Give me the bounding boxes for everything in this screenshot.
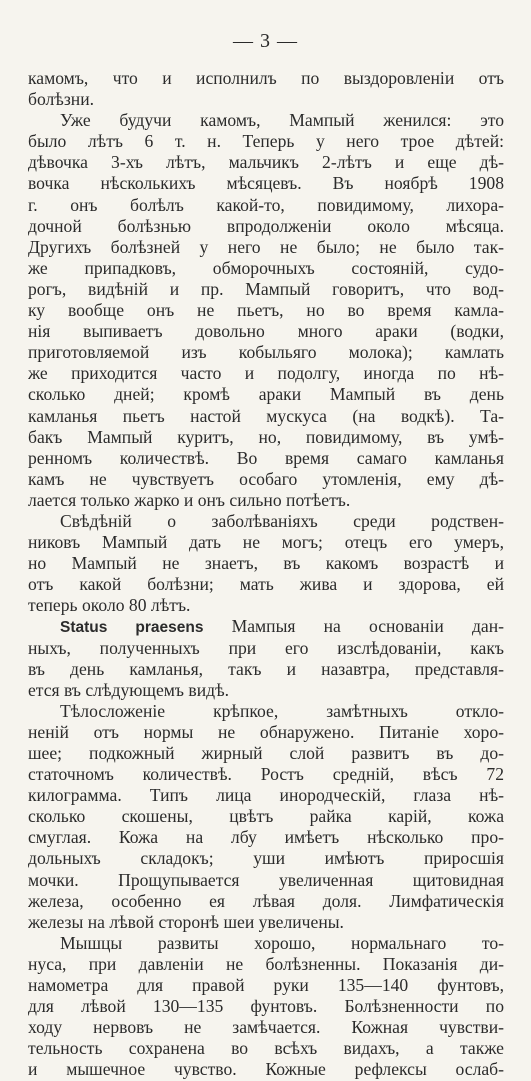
text-line: бакъ Мампый куритъ, но, повидимому, въ умѣ- <box>28 426 504 447</box>
text-line: Уже будучи камомъ, Мампый женился: это <box>60 110 504 131</box>
body-text <box>28 68 504 1081</box>
text-line: шее; подкожный жирный слой развитъ въ до- <box>28 743 504 763</box>
text-line: мочки. Прощупывается увеличенная щитовидная <box>28 869 504 890</box>
text-fragment: Мампыя на основаніи дан- <box>203 616 504 637</box>
page-number: — 3 — <box>233 30 298 52</box>
text-line: Мышцы развиты хорошо, нормальнаго то- <box>60 932 504 953</box>
text-line: г. онъ болѣлъ какой-то, повидимому, лихора- <box>28 194 504 215</box>
text-line: но Мампый не знаетъ, въ какомъ возрастѣ и <box>28 553 504 574</box>
text-line: дольныхъ складокъ; уши имѣютъ приросшія <box>28 848 504 869</box>
text-line: железы на лѣвой сторонѣ шеи увеличены. <box>28 911 344 932</box>
text-line: статочномъ количествѣ. Ростъ средній, вѣсъ 72 <box>28 764 504 785</box>
text-line: рогъ, видѣній и пр. Мампый говоритъ, что вод- <box>28 278 504 299</box>
text-line: сколько дней; кромѣ араки Мампый въ день <box>28 384 504 405</box>
text-line: же припадковъ, обморочныхъ состояній, судо- <box>28 257 504 278</box>
text-line: ходу нервовъ не замѣчается. Кожная чувстви- <box>28 1017 504 1038</box>
text-line: Свѣдѣній о заболѣваніяхъ среди родствен- <box>60 510 504 531</box>
text-line: дочной болѣзнью впродолженіи около мѣсяца. <box>28 215 504 236</box>
text-line: железа, особенно ея лѣвая доля. Лимфатическія <box>28 890 504 911</box>
text-line <box>28 616 504 637</box>
text-line: ется въ слѣдующемъ видѣ. <box>28 679 230 700</box>
text-line: приготовляемой изъ кобыльяго молока); камлать <box>28 342 504 363</box>
text-line: болѣзни. <box>28 89 95 110</box>
text-line: и мышечное чувство. Кожные рефлексы ослаб- <box>28 1059 504 1080</box>
text-line: для лѣвой 130—135 фунтовъ. Болѣзненности по <box>28 996 504 1017</box>
text-line: теперь около 80 лѣтъ. <box>28 595 191 616</box>
text-line: ку вообще онъ не пьетъ, но во время камла- <box>28 300 504 321</box>
text-line: неній отъ нормы не обнаружено. Питаніе хоро- <box>28 721 504 742</box>
text-line: нія выпиваетъ довольно много араки (водки, <box>28 321 504 342</box>
text-line: въ день камланья, такъ и назавтра, представля- <box>28 658 504 679</box>
text-line: нуса, при давленіи не болѣзненны. Показанія ди- <box>28 953 504 974</box>
text-line: килограмма. Типъ лица инородческій, глаза нѣ- <box>28 785 504 806</box>
text-line: сколько скошены, цвѣтъ райка карій, кожа <box>28 806 504 827</box>
text-line: вочка нѣсколькихъ мѣсяцевъ. Въ ноябрѣ 1908 <box>28 173 504 194</box>
text-line: лается только жарко и онъ сильно потѣетъ. <box>28 489 351 510</box>
text-line: камъ не чувствуетъ особаго утомленія, ему дѣ- <box>28 468 504 489</box>
text-line: Тѣлосложеніе крѣпкое, замѣтныхъ откло- <box>60 700 504 721</box>
text-line: намометра для правой руки 135—140 фунтовъ, <box>28 975 504 996</box>
text-line: отъ какой болѣзни; мать жива и здорова, ей <box>28 574 504 595</box>
text-line: же приходится часто и подолгу, иногда по нѣ- <box>28 363 504 384</box>
text-line: было лѣтъ 6 т. н. Теперь у него трое дѣтей: <box>28 131 504 152</box>
latin-term: Status praesens <box>60 619 204 637</box>
text-line: тельность сохранена во всѣхъ видахъ, а также <box>28 1038 504 1059</box>
text-line: Другихъ болѣзней у него не было; не было так- <box>28 236 504 257</box>
text-line: камомъ, что и исполнилъ по выздоровленіи отъ <box>28 68 504 88</box>
text-line: ренномъ количествѣ. Во время самаго камланья <box>28 447 504 468</box>
text-line: ныхъ, полученныхъ при его изслѣдованіи, какъ <box>28 637 504 658</box>
text-line: дѣвочка 3-хъ лѣтъ, мальчикъ 2-лѣтъ и еще дѣ- <box>28 152 504 173</box>
text-line: никовъ Мампый дать не могъ; отецъ его умеръ, <box>28 532 504 553</box>
text-line: камланья пьетъ настой мускуса (на водкѣ). Та- <box>28 405 504 426</box>
text-line: смуглая. Кожа на лбу имѣетъ нѣсколько про- <box>28 827 504 848</box>
